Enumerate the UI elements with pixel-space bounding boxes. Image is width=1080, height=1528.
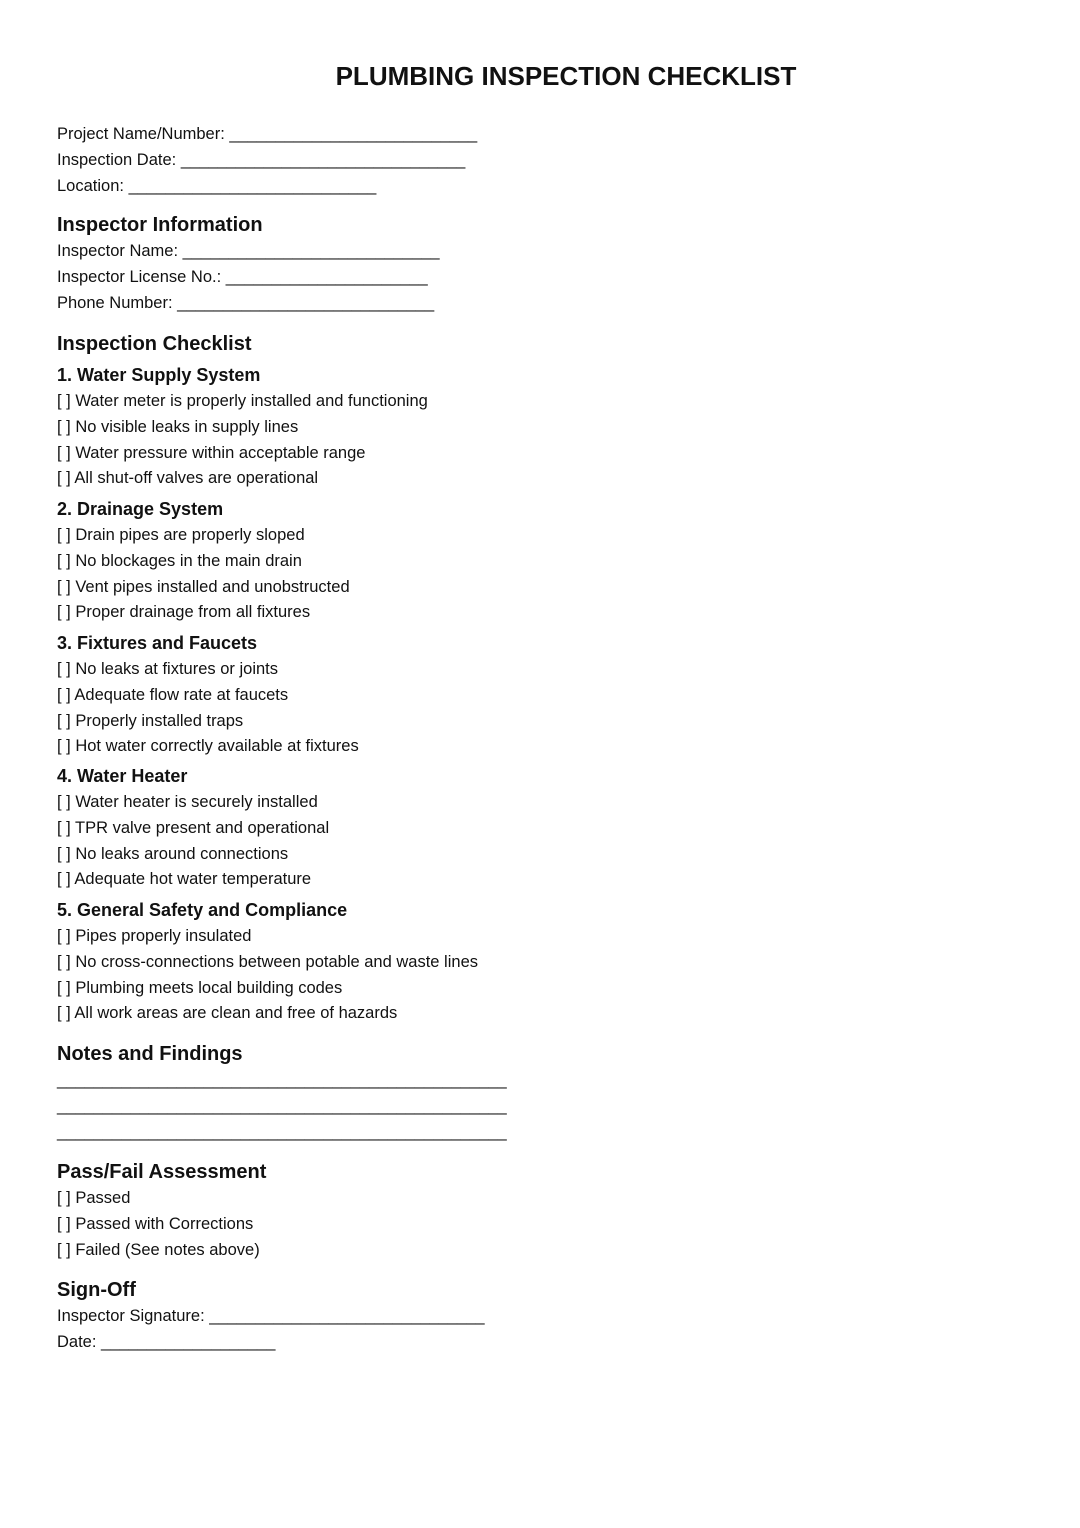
inspector-license-row [57,265,1017,291]
signature-field[interactable]: ______________________________ [209,1307,485,1325]
inspection-date-row [57,148,1017,174]
notes-section [57,1040,1017,1145]
checklist-heading-block [57,330,1017,358]
section-title: 4. Water Heater [57,766,188,786]
assessment-option-failed[interactable]: [ ] Failed (See notes above) [57,1240,260,1259]
phone-number-row [57,291,1017,317]
assessment-section [57,1158,1017,1263]
section-water-heater [57,762,1017,893]
inspector-license-label: Inspector License No.: [57,267,222,286]
inspector-license-field[interactable]: ______________________ [225,267,428,286]
checklist-item[interactable]: [ ] Plumbing meets local building codes [57,978,343,997]
notes-heading: Notes and Findings [57,1043,243,1065]
signoff-date-row [57,1330,1017,1356]
location-label: Location: [57,176,124,195]
phone-number-field[interactable]: ____________________________ [177,293,435,312]
signoff-date-label: Date: [57,1332,97,1351]
location-row [57,174,1017,200]
inspector-info-heading: Inspector Information [57,214,263,236]
section-title: 2. Drainage System [57,499,224,519]
project-name-row [57,122,1017,148]
signoff-section [57,1276,1017,1356]
checklist-item[interactable]: [ ] Adequate hot water temperature [57,870,312,889]
checklist-item[interactable]: [ ] All work areas are clean and free of hazards [57,1004,398,1023]
project-name-field[interactable]: ___________________________ [229,125,478,143]
checklist-item[interactable]: [ ] Water meter is properly installed and functioning [57,392,428,410]
checklist-item[interactable]: [ ] Water heater is securely installed [57,793,318,811]
assessment-option-passed-with-corrections[interactable]: [ ] Passed with Corrections [57,1214,254,1233]
checklist-item[interactable]: [ ] Pipes properly insulated [57,927,252,945]
notes-line[interactable]: _________________________________________________ [57,1071,507,1089]
inspector-info [57,211,1017,316]
section-title: 3. Fixtures and Faucets [57,633,258,653]
checklist-item[interactable]: [ ] Proper drainage from all fixtures [57,603,311,622]
location-field[interactable]: ___________________________ [128,176,377,195]
checklist-item[interactable]: [ ] No blockages in the main drain [57,551,302,570]
section-title: 5. General Safety and Compliance [57,900,348,920]
checklist-item[interactable]: [ ] TPR valve present and operational [57,818,330,837]
checklist-heading: Inspection Checklist [57,333,252,355]
checklist-item[interactable]: [ ] No cross-connections between potable and waste lines [57,952,478,971]
signoff-date-field[interactable]: ___________________ [101,1332,276,1351]
section-fixtures [57,629,1017,760]
section-water-supply [57,361,1017,492]
phone-number-label: Phone Number: [57,293,173,312]
checklist-item[interactable]: [ ] Vent pipes installed and unobstructed [57,577,350,596]
inspector-name-field[interactable]: ____________________________ [182,242,440,260]
checklist-item[interactable]: [ ] Properly installed traps [57,711,244,730]
signature-row [57,1304,1017,1330]
checklist-item[interactable]: [ ] No visible leaks in supply lines [57,417,299,436]
inspection-date-field[interactable]: _______________________________ [180,150,466,169]
signature-label: Inspector Signature: [57,1307,205,1325]
assessment-heading: Pass/Fail Assessment [57,1161,267,1183]
document-title: PLUMBING INSPECTION CHECKLIST [335,61,797,91]
checklist-item[interactable]: [ ] No leaks around connections [57,844,289,863]
inspector-name-row [57,239,1017,265]
section-title: 1. Water Supply System [57,365,261,385]
project-info [57,122,1017,199]
section-drainage [57,495,1017,626]
checklist-item[interactable]: [ ] Water pressure within acceptable range [57,443,366,462]
inspection-date-label: Inspection Date: [57,150,177,169]
checklist-item[interactable]: [ ] No leaks at fixtures or joints [57,660,279,678]
notes-line[interactable]: _________________________________________________ [57,1122,507,1141]
checklist-item[interactable]: [ ] All shut-off valves are operational [57,469,319,488]
project-name-label: Project Name/Number: [57,125,225,143]
assessment-option-passed[interactable]: [ ] Passed [57,1189,131,1207]
checklist-item[interactable]: [ ] Hot water correctly available at fixtures [57,737,359,756]
notes-line[interactable]: _________________________________________________ [57,1096,507,1115]
section-general-safety [57,896,1017,1027]
checklist-item[interactable]: [ ] Adequate flow rate at faucets [57,685,289,704]
signoff-heading: Sign-Off [57,1279,136,1301]
inspector-name-label: Inspector Name: [57,242,179,260]
checklist-item[interactable]: [ ] Drain pipes are properly sloped [57,526,305,544]
